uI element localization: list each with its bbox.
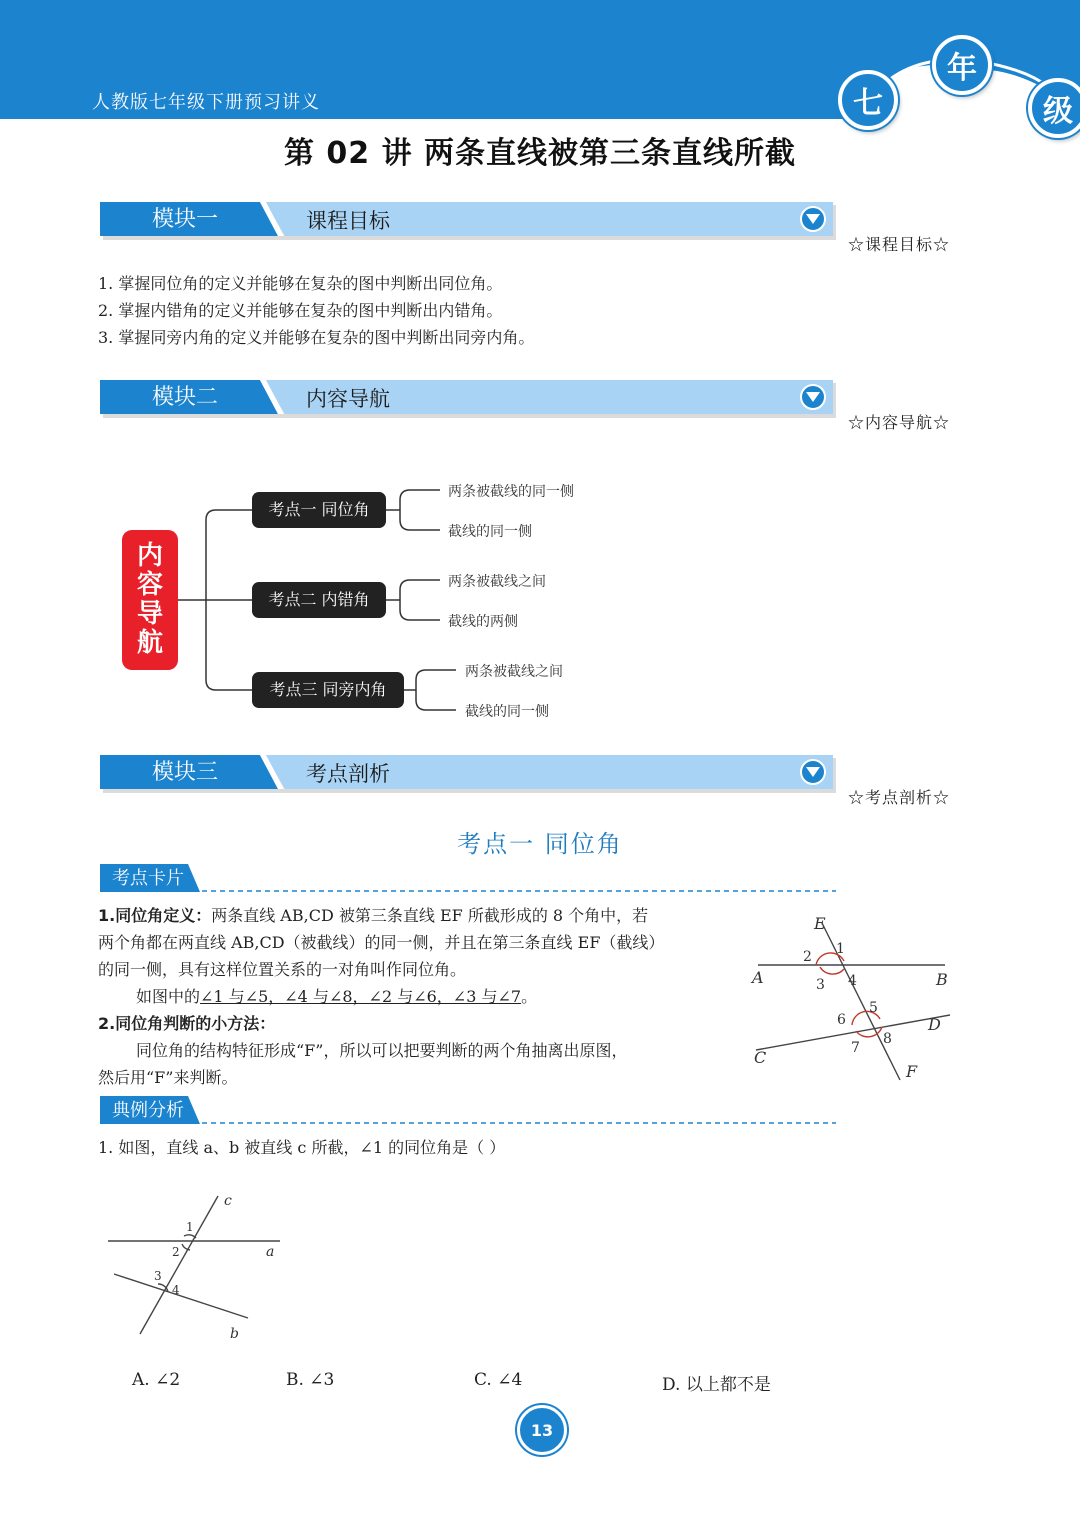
book-title: 人教版七年级下册预习讲义 <box>92 92 320 113</box>
mind-map-node-3: 考点三 同旁内角 <box>252 672 404 708</box>
angle-6: 6 <box>837 1012 846 1028</box>
figure-abc-lines <box>100 1188 300 1348</box>
line-b <box>114 1274 248 1318</box>
angle-3: 3 <box>154 1269 162 1283</box>
angle-2: 2 <box>803 949 812 965</box>
goal-item: 1. 掌握同位角的定义并能够在复杂的图中判断出同位角。 <box>98 274 503 293</box>
figure-ef-transversal <box>740 905 980 1095</box>
course-goals-list <box>98 270 534 351</box>
angle-5: 5 <box>869 1000 878 1016</box>
grade-char-qi: 七 <box>838 70 898 130</box>
module-number: 模块三 <box>151 760 218 785</box>
section-heading: 考点一 同位角 <box>457 830 623 858</box>
angle-4: 4 <box>172 1283 180 1297</box>
module-name: 考点剖析 <box>306 762 390 786</box>
example-pairs: ∠1 与∠5，∠4 与∠8，∠2 与∠6，∠3 与∠7 <box>200 987 522 1006</box>
label-b: b <box>230 1326 239 1342</box>
example-tab <box>100 1094 840 1128</box>
module-name: 课程目标 <box>306 209 390 233</box>
definition-line: 两条直线 AB,CD 被第三条直线 EF 所截形成的 8 个角中，若 <box>211 906 649 925</box>
mind-map-root <box>122 530 178 670</box>
mind-map-leaf: 截线的同一侧 <box>465 704 549 720</box>
definition-block <box>98 902 738 1091</box>
mind-map-leaf: 两条被截线的同一侧 <box>448 484 574 500</box>
label-b: B <box>936 970 948 989</box>
module-banner-2 <box>100 380 836 416</box>
mind-map-node-2: 考点二 内错角 <box>252 582 386 618</box>
module-tag-3: ☆考点剖析☆ <box>848 788 951 807</box>
label-f: F <box>906 1062 918 1081</box>
mind-map-leaf: 两条被截线之间 <box>465 664 563 680</box>
mind-map-node-1: 考点一 同位角 <box>252 492 386 528</box>
line-ef <box>822 923 900 1080</box>
module-number: 模块二 <box>151 385 218 410</box>
question-text: 1. 如图，直线 a、b 被直线 c 所截，∠1 的同位角是（ ） <box>98 1138 506 1157</box>
definition-title: 1.同位角定义： <box>98 906 212 925</box>
module-name: 内容导航 <box>306 387 390 411</box>
module-banner-1 <box>100 202 836 238</box>
label-d: D <box>928 1015 941 1034</box>
angle-1: 1 <box>836 941 845 957</box>
goal-item: 2. 掌握内错角的定义并能够在复杂的图中判断出内错角。 <box>98 301 503 320</box>
example-suffix: 。 <box>521 987 538 1006</box>
mind-map-leaf: 截线的两侧 <box>448 614 518 630</box>
grade-char-ji: 级 <box>1028 78 1080 138</box>
angle-1: 1 <box>186 1220 194 1234</box>
angle-3: 3 <box>816 977 825 993</box>
module-banner-3 <box>100 755 836 791</box>
option-c[interactable]: C. ∠4 <box>474 1370 523 1390</box>
label-c: c <box>224 1193 232 1209</box>
method-title: 2.同位角判断的小方法： <box>98 1014 276 1033</box>
module-tag-2: ☆内容导航☆ <box>848 413 951 432</box>
label-a: a <box>266 1244 275 1260</box>
goal-item: 3. 掌握同旁内角的定义并能够在复杂的图中判断出同旁内角。 <box>98 328 535 347</box>
line-c <box>140 1196 218 1334</box>
definition-line: 的同一侧，具有这样位置关系的一对角叫作同位角。 <box>98 960 467 979</box>
root-char: 航 <box>136 628 163 658</box>
example-tab-label: 典例分析 <box>112 1100 184 1121</box>
method-line: 然后用“F”来判断。 <box>98 1068 238 1087</box>
option-d[interactable]: D. 以上都不是 <box>662 1375 771 1395</box>
root-char: 导 <box>136 599 163 629</box>
example-prefix: 如图中的 <box>136 987 201 1006</box>
method-line: 同位角的结构特征形成“F”，所以可以把要判断的两个角抽离出原图， <box>136 1041 628 1060</box>
root-char: 内 <box>136 541 163 571</box>
root-char: 容 <box>136 570 163 600</box>
card-tab-label: 考点卡片 <box>112 868 184 889</box>
mind-map-leaf: 两条被截线之间 <box>448 574 546 590</box>
grade-char-nian: 年 <box>932 35 992 95</box>
page-title: 第 02 讲 两条直线被第三条直线所截 <box>283 136 797 171</box>
option-a[interactable]: A. ∠2 <box>132 1370 181 1390</box>
module-tag-1: ☆课程目标☆ <box>848 235 951 254</box>
definition-line: 两个角都在两直线 AB,CD（被截线）的同一侧，并且在第三条直线 EF（截线） <box>98 933 665 952</box>
angle-2: 2 <box>172 1245 180 1259</box>
angle-7: 7 <box>851 1040 860 1056</box>
mind-map-leaf: 截线的同一侧 <box>448 524 532 540</box>
angle-4: 4 <box>848 973 857 989</box>
page-number: 13 <box>517 1405 567 1455</box>
label-a: A <box>752 968 764 987</box>
angle-8: 8 <box>883 1031 892 1047</box>
card-tab <box>100 862 840 896</box>
label-e: E <box>814 914 826 933</box>
label-c: C <box>754 1048 767 1067</box>
option-b[interactable]: B. ∠3 <box>286 1370 335 1390</box>
module-number: 模块一 <box>151 207 218 232</box>
